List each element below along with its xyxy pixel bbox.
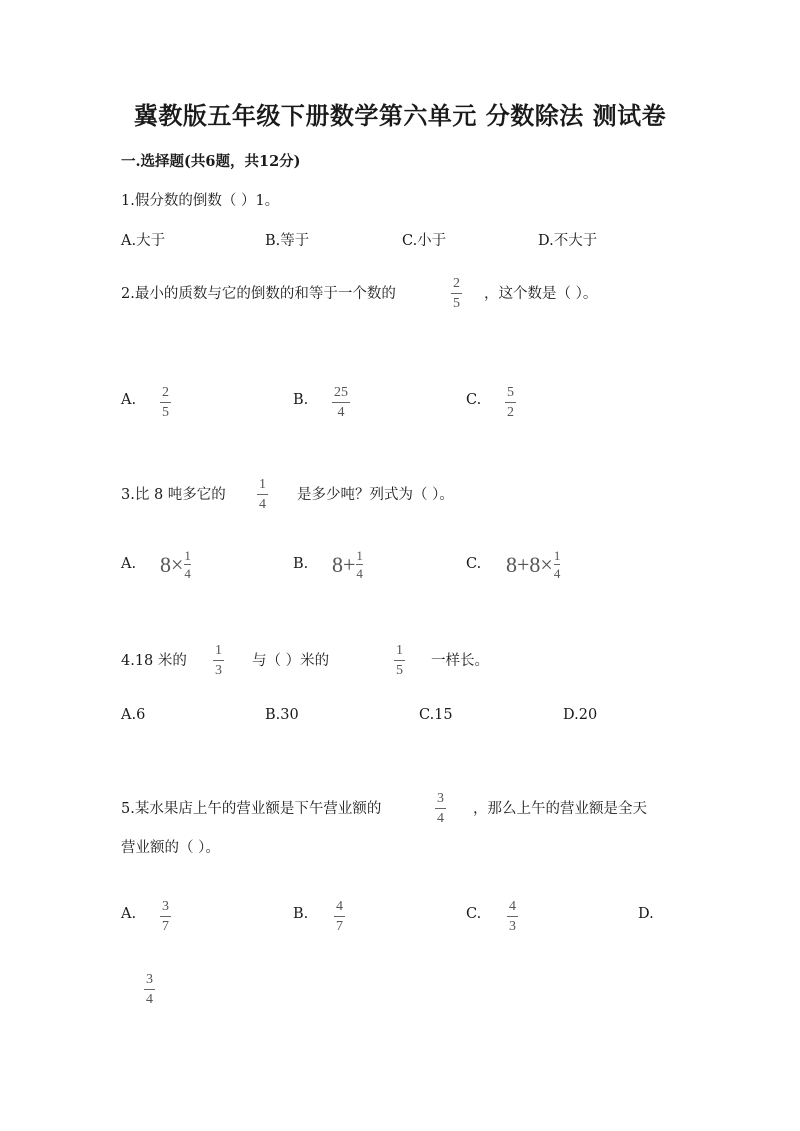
q4-option-c[interactable]: C.15 <box>419 707 453 723</box>
q2-option-a-fraction[interactable] <box>160 386 171 420</box>
question-4-text: 4.18 米的 <box>121 653 187 669</box>
denominator: 4 <box>553 566 561 581</box>
question-2-text-tail: ，这个数是（ ）。 <box>484 286 598 302</box>
q5-option-a-fraction[interactable] <box>160 900 171 934</box>
numerator: 4 <box>509 899 516 914</box>
q4-fraction-1 <box>213 644 224 678</box>
q3-option-a-expression[interactable] <box>160 549 191 580</box>
denominator: 4 <box>146 992 153 1007</box>
denominator: 5 <box>396 663 403 678</box>
denominator: 4 <box>356 566 363 581</box>
expression-text: 8+ <box>332 551 356 577</box>
numerator: 3 <box>437 791 444 806</box>
q5-option-d-fraction[interactable] <box>144 973 155 1007</box>
q4-option-a[interactable]: A.6 <box>121 707 146 723</box>
q2-option-a-label[interactable]: A. <box>121 392 137 408</box>
expression-text: 8+8× <box>506 551 553 577</box>
q2-option-b-fraction[interactable] <box>332 386 350 420</box>
question-4-text-mid: 与（ ）米的 <box>252 653 330 669</box>
q3-option-a-label[interactable]: A. <box>121 556 137 572</box>
denominator: 7 <box>162 919 169 934</box>
denominator: 3 <box>215 663 222 678</box>
question-5-text-line2: 营业额的（ ）。 <box>121 840 220 856</box>
numerator: 1 <box>396 643 403 658</box>
q2-fraction <box>451 277 462 311</box>
q4-fraction-2 <box>394 644 405 678</box>
denominator: 4 <box>437 811 444 826</box>
q2-option-b-label[interactable]: B. <box>293 392 309 408</box>
q5-option-c-label[interactable]: C. <box>466 906 482 922</box>
question-5-text: 5.某水果店上午的营业额是下午营业额的 <box>121 801 382 817</box>
denominator: 4 <box>184 566 191 581</box>
denominator: 2 <box>507 405 514 420</box>
q5-option-b-label[interactable]: B. <box>293 906 309 922</box>
q5-option-b-fraction[interactable] <box>334 900 345 934</box>
numerator: 1 <box>215 643 222 658</box>
numerator: 3 <box>146 972 153 987</box>
question-2-text: 2.最小的质数与它的倒数的和等于一个数的 <box>121 286 396 302</box>
q3-option-c-label[interactable]: C. <box>466 556 482 572</box>
q3-option-b-label[interactable]: B. <box>293 556 309 572</box>
q3-option-b-expression[interactable] <box>332 549 363 580</box>
question-4-text-tail: 一样长。 <box>431 653 489 669</box>
question-5-text-tail: ，那么上午的营业额是全天 <box>473 801 647 817</box>
q5-option-c-fraction[interactable] <box>507 900 518 934</box>
q5-option-a-label[interactable]: A. <box>121 906 137 922</box>
numerator: 1 <box>184 548 191 563</box>
q5-fraction <box>435 792 446 826</box>
question-3-text-tail: 是多少吨？列式为（ ）。 <box>297 487 454 503</box>
q4-option-b[interactable]: B.30 <box>265 707 299 723</box>
denominator: 5 <box>453 296 460 311</box>
denominator: 4 <box>259 497 266 512</box>
numerator: 1 <box>259 477 266 492</box>
numerator: 3 <box>162 899 169 914</box>
q2-option-c-label[interactable]: C. <box>466 392 482 408</box>
numerator: 25 <box>334 385 348 400</box>
denominator: 7 <box>336 919 343 934</box>
question-1-text: 1.假分数的倒数（ ）1。 <box>121 193 280 209</box>
section-heading: 一.选择题(共6题，共12分) <box>121 153 301 170</box>
question-3-text: 3.比 8 吨多它的 <box>121 487 226 503</box>
q3-fraction <box>257 478 268 512</box>
numerator: 2 <box>162 385 169 400</box>
numerator: 4 <box>336 899 343 914</box>
denominator: 4 <box>337 405 345 420</box>
q1-option-a[interactable]: A.大于 <box>121 233 166 249</box>
numerator: 5 <box>507 385 514 400</box>
expression-text: 8× <box>160 551 184 577</box>
q2-option-c-fraction[interactable] <box>505 386 516 420</box>
denominator: 3 <box>509 919 516 934</box>
numerator: 1 <box>553 548 561 563</box>
q5-option-d-label[interactable]: D. <box>638 906 654 922</box>
numerator: 2 <box>453 276 460 291</box>
q1-option-c[interactable]: C.小于 <box>402 233 447 249</box>
q4-option-d[interactable]: D.20 <box>563 707 598 723</box>
q3-option-c-expression[interactable] <box>506 549 560 580</box>
numerator: 1 <box>356 548 363 563</box>
q1-option-b[interactable]: B.等于 <box>265 233 310 249</box>
denominator: 5 <box>162 405 169 420</box>
q1-option-d[interactable]: D.不大于 <box>538 233 598 249</box>
page-title: 冀教版五年级下册数学第六单元 分数除法 测试卷 <box>133 101 667 130</box>
